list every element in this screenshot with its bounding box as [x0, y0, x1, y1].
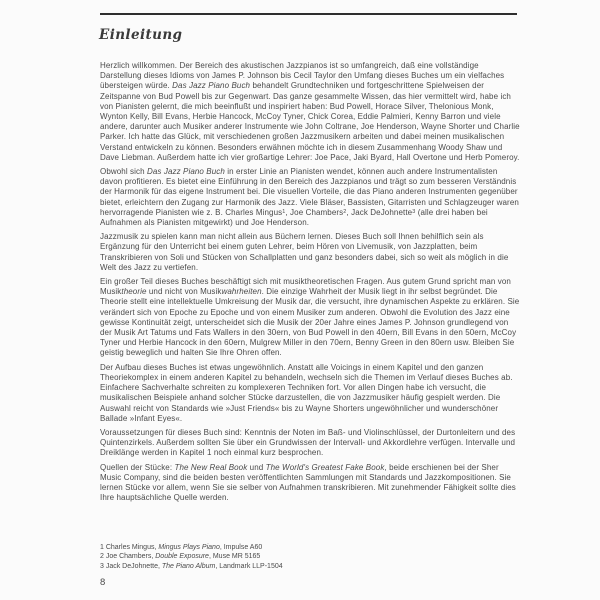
text-segment: The World's Greatest Fake Book: [265, 462, 385, 472]
body-paragraph: [100, 463, 520, 504]
text-segment: Herzlich willkommen. Der Bereich des akustischen Jazzpianos ist so umfangreich, daß eine vollständige Darstellung dieses Idioms von James P. Johnson bis Cecil Taylor den Umfang dieses Buches um ein vielfaches übersteigen würde.: [100, 61, 505, 91]
text-segment: , Jack DeJohnette: [346, 207, 413, 217]
text-segment: in erster Linie an Pianisten wendet, können auch andere Instrumentalisten davon profitieren. Es bietet eine Einführung in den Bereich des Jazzpianos und trägt so zum besseren Verständnis der Harmonik für das eigene Instrument bei. Die visuellen Vorteile, die das Piano anderen Instrumenten gegenüber bietet, erleichtern den Zugang zur Harmonik des Jazz. Viele Bläser, Bassisten, Gitarristen und Schlagzeuger waren hervorragende Pianisten wie z. B. Charles Mingus: [100, 167, 519, 217]
text-segment: und nicht von Musik: [146, 287, 222, 297]
text-segment: 2: [343, 208, 347, 215]
text-segment: 1 Charles Mingus,: [100, 544, 159, 551]
text-segment: Voraussetzungen für dieses Buch sind: Kenntnis der Noten im Baß- und Violinschlüssel, der Durtonleitern und des Quintenzirkels. Außerdem sollten Sie über ein Grundwissen der Intervall- und Akkordlehre verfügen. Intervalle und Dreiklänge werden in Kapitel 1 noch einmal kurz besprochen.: [100, 427, 516, 458]
text-segment: und: [247, 462, 266, 472]
text-segment: theorie: [121, 287, 147, 297]
body-paragraph: [100, 363, 520, 424]
text-segment: 2 Joe Chambers,: [100, 553, 156, 561]
text-segment: 3: [412, 208, 416, 215]
text-segment: Der Aufbau dieses Buches ist etwas ungewöhnlich. Anstatt alle Voicings in einem Kapitel und den ganzen Theoriekomplex in einem anderen Kapitel zu behandeln, wechseln sich die Themen im Verlauf dieses Buches ab. Einfachere Sachverhalte schreiten zu komplexeren Techniken fort. Vor allen Dingen habe ich versucht, die musikalischen Beispiele anhand solcher Stücke darzustellen, die von Jazzmusiker häufig gespielt werden. Die Auswahl reicht von Standards wie »Just Friends« bis zu Wayne Shorters ungewöhnlicher und wunderschöner Ballade »Infant Eyes«.: [100, 362, 513, 423]
footnote: [100, 562, 520, 571]
text-segment: Mingus Plays Piano: [158, 544, 220, 551]
text-segment: (alle drei haben bei Aufnahmen als Pianisten mitgewirkt) und Joe Henderson.: [100, 207, 488, 228]
text-segment: Obwohl sich: [100, 167, 147, 177]
text-segment: , beide erschienen bei der Sher Music Company, sind die beiden besten veröffentlichten Sammlungen mit Standards und Jazzkompositionen. Sie lernen Stücke vor allem, wenn Sie sie selber von Aufnahmen transkribieren. Mit zunehmender Fähigkeit sollte dies Ihre hauptsächliche Quelle werden.: [100, 462, 516, 503]
text-segment: Ein großer Teil dieses Buches beschäftigt sich mit musiktheoretischen Fragen. Aus gutem Grund spricht man von Musik: [100, 277, 511, 297]
text-segment: , Joe Chambers: [285, 207, 344, 217]
footnote: [100, 552, 520, 561]
text-segment: Das Jazz Piano Buch: [147, 167, 225, 177]
text-segment: , Muse MR 5165: [208, 553, 261, 561]
footnotes: [100, 543, 520, 571]
body-paragraph: [100, 428, 520, 459]
top-rule: [100, 13, 517, 15]
text-segment: , Landmark LLP-1504: [215, 562, 283, 570]
body-paragraph: [100, 277, 520, 359]
text-segment: The New Real Book: [174, 462, 248, 472]
text-segment: The Piano Album: [161, 562, 216, 570]
body-paragraph: [100, 232, 520, 273]
text-segment: 1: [282, 208, 286, 215]
page-title: Einleitung: [99, 27, 183, 43]
body-text: [100, 61, 520, 507]
body-paragraph: [100, 167, 520, 228]
text-segment: 3 Jack DeJohnette,: [100, 562, 162, 570]
text-segment: wahrheiten: [221, 287, 262, 297]
text-segment: Jazzmusik zu spielen kann man nicht allein aus Büchern lernen. Dieses Buch soll Ihnen behilflich sein als Ergänzung für den Unterricht bei einem guten Lehrer, beim Hören von Livemusik, von Jazzplatten, beim Transkribieren von Soli und Stücken von Schallplatten und ganz besonders dabei, sich so weit als möglich in die Welt des Jazz zu vertiefen.: [100, 232, 509, 272]
text-segment: Quellen der Stücke:: [100, 462, 175, 472]
text-segment: behandelt Grundtechniken und fortgeschrittene Spielweisen der Zeitspanne von Bud Powell bis zur Gegenwart. Das ganze gesammelte Wissen, das hier vermittelt wird, habe ich von Pianisten gelernt, die mich beeinflußt und inspiriert haben: Bud Powell, Horace Silver, Thelonious Monk, Wynton Kelly, Bill Evans, Herbie Hancock, McCoy Tyner, Chick Corea, Eddie Palmieri, Kenny Barron und viele andere, darunter auch Musiker anderer Instrumente wie John Coltrane, Joe Henderson, Wayne Shorter und Charlie Parker. Ich hatte das Glück, mit verschiedenen großen Jazzmusikern arbeiten und dabei meinen musikalischen Verstand entwickeln zu können. Besonders erwähnen möchte ich in diesem Zusammenhang Woody Shaw und Dave Liebman. Außerdem hatte ich vier großartige Lehrer: Joe Pace, Jaki Byard, Hall Overtone und Herb Pomeroy.: [100, 81, 520, 162]
page-number: 8: [100, 577, 106, 588]
text-segment: Das Jazz Piano Buch: [172, 81, 251, 91]
text-segment: . Die einzige Wahrheit der Musik liegt in ihr selbst begründet. Die Theorie stellt eine intellektuelle Umkreisung der Musik dar, die versucht, ihre dynamischen Aspekte zu erklären. Sie verändert sich von Epoche zu Epoche und von einem Musiker zum anderen. Obwohl die Evolution des Jazz eine gewisse Kontinuität zeigt, unterscheidet sich die Musik der 20er Jahre eines James P. Johnson grundlegend von der Musik Art Tatums und Fats Wallers in den 30ern, von Bud Powell in den 40ern, Bill Evans in den 50ern, McCoy Tyner und Herbie Hancock in den 60ern, Mulgrew Miller in den 70ern, Benny Green in den 80ern usw. Bleiben Sie geistig beweglich und halten Sie Ihre Ohren offen.: [100, 287, 520, 358]
footnote: [100, 543, 520, 552]
text-segment: , Impulse A60: [219, 544, 263, 551]
text-segment: Double Exposure: [155, 553, 209, 561]
body-paragraph: [100, 61, 520, 163]
